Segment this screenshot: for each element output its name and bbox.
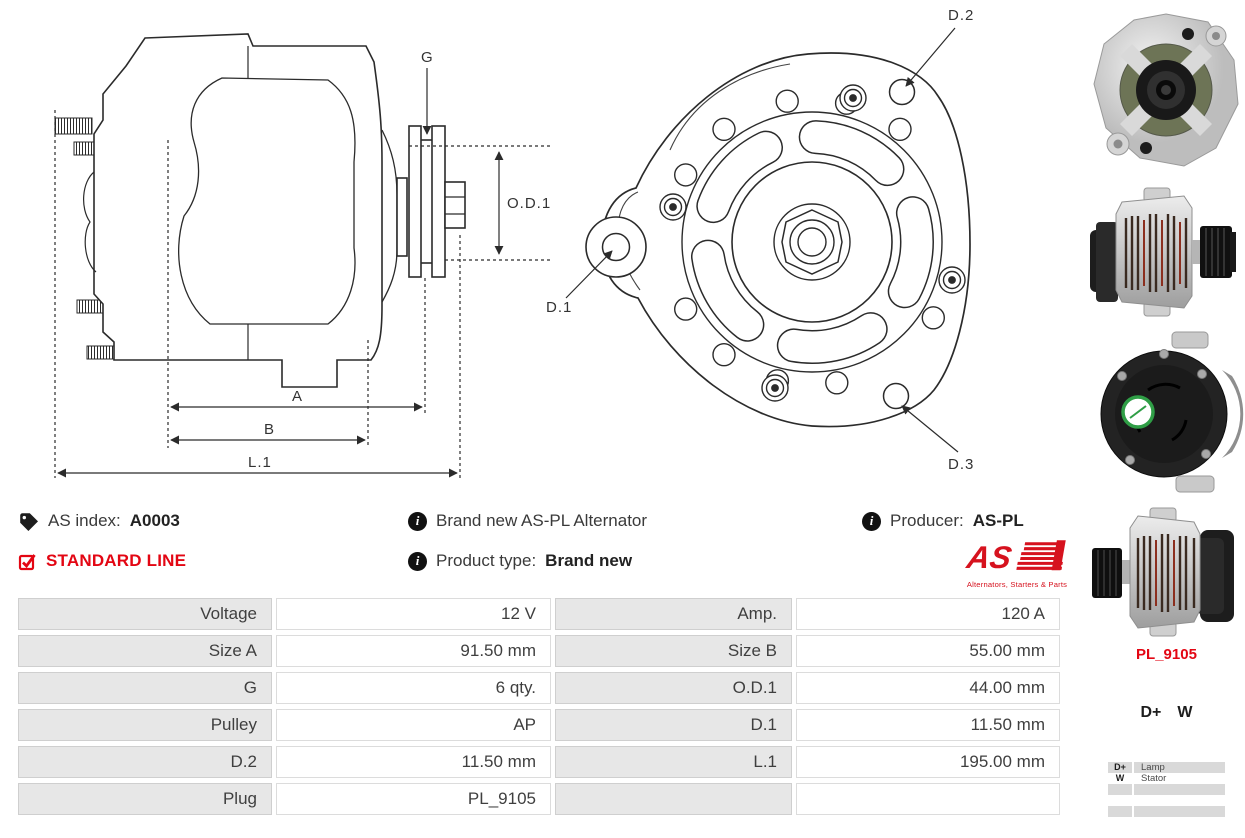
spec-label <box>555 783 792 815</box>
plug-code: PL_9105 <box>1136 646 1197 663</box>
info-icon: i <box>862 512 881 531</box>
spec-label: L.1 <box>555 746 792 778</box>
spec-label: Pulley <box>18 709 272 741</box>
legend-pin: D+ <box>1108 762 1132 773</box>
dim-label-od1: O.D.1 <box>507 195 552 212</box>
table-row <box>18 783 1060 815</box>
tag-icon <box>18 512 39 531</box>
checkbox-icon <box>18 552 37 571</box>
product-type-label: Product type: <box>436 551 537 570</box>
spec-value: 195.00 mm <box>796 746 1060 778</box>
spec-value: PL_9105 <box>276 783 551 815</box>
product-type-line <box>408 551 632 571</box>
legend-desc: Stator <box>1134 773 1225 784</box>
table-row <box>18 598 1060 630</box>
terminal-legend <box>1108 762 1225 817</box>
as-index-value: A0003 <box>129 511 180 530</box>
terminal-w: W <box>1177 704 1193 721</box>
spec-label: D.2 <box>18 746 272 778</box>
legend-desc <box>1134 784 1225 795</box>
legend-row <box>1108 795 1225 806</box>
spec-value: 11.50 mm <box>276 746 551 778</box>
legend-pin <box>1108 806 1132 817</box>
legend-pin <box>1108 784 1132 795</box>
spec-value: 91.50 mm <box>276 635 551 667</box>
dim-label-d3: D.3 <box>948 456 975 473</box>
info-icon: i <box>408 552 427 571</box>
description-text: Brand new AS-PL Alternator <box>436 511 648 530</box>
product-photo-side-left[interactable] <box>1088 500 1245 645</box>
dim-label-l1: L.1 <box>248 454 272 471</box>
legend-row <box>1108 806 1225 817</box>
as-pl-logo-icon <box>963 538 1071 574</box>
producer-line <box>862 511 1024 531</box>
dim-label-a: A <box>292 388 304 405</box>
spec-label: Size B <box>555 635 792 667</box>
table-row <box>18 635 1060 667</box>
producer-value: AS-PL <box>972 511 1024 530</box>
spec-value: AP <box>276 709 551 741</box>
legend-row <box>1108 773 1225 784</box>
legend-pin: W <box>1108 773 1132 784</box>
spec-label: Plug <box>18 783 272 815</box>
product-type-value: Brand new <box>545 551 633 570</box>
spec-value: 12 V <box>276 598 551 630</box>
front-view-drawing <box>540 0 1035 490</box>
description-line <box>408 511 647 531</box>
spec-value <box>796 783 1060 815</box>
spec-label: O.D.1 <box>555 672 792 704</box>
spec-value: 11.50 mm <box>796 709 1060 741</box>
spec-label: D.1 <box>555 709 792 741</box>
info-icon: i <box>408 512 427 531</box>
legend-desc: Lamp <box>1134 762 1225 773</box>
logo-text: AS <box>964 539 1015 574</box>
producer-label: Producer: <box>890 511 964 530</box>
spec-label: Voltage <box>18 598 272 630</box>
side-view-drawing <box>30 10 560 490</box>
table-row <box>18 746 1060 778</box>
terminal-d: D+ <box>1140 704 1162 721</box>
standard-line-badge <box>18 551 186 571</box>
legend-desc <box>1134 795 1225 806</box>
as-index-line <box>18 511 180 531</box>
legend-row <box>1108 762 1225 773</box>
logo-caption: Alternators, Starters & Parts <box>966 580 1068 589</box>
product-photo-front[interactable] <box>1088 8 1245 173</box>
dim-label-d1: D.1 <box>546 299 573 316</box>
legend-desc <box>1134 806 1225 817</box>
product-photo-rear[interactable] <box>1088 328 1245 496</box>
spec-value: 120 A <box>796 598 1060 630</box>
dim-label-g: G <box>421 49 434 66</box>
product-photo-side-right[interactable] <box>1088 180 1245 325</box>
spec-value: 44.00 mm <box>796 672 1060 704</box>
as-index-label: AS index: <box>48 511 121 530</box>
spec-label: Size A <box>18 635 272 667</box>
as-pl-logo <box>963 538 1071 589</box>
spec-table <box>18 598 1060 820</box>
dim-label-d2: D.2 <box>948 7 975 24</box>
legend-pin <box>1108 795 1132 806</box>
spec-label: G <box>18 672 272 704</box>
legend-row <box>1108 784 1225 795</box>
dim-label-b: B <box>264 421 276 438</box>
line-badge-label: STANDARD LINE <box>46 551 187 570</box>
terminal-heading <box>1088 704 1245 722</box>
spec-label: Amp. <box>555 598 792 630</box>
table-row <box>18 709 1060 741</box>
spec-value: 55.00 mm <box>796 635 1060 667</box>
spec-value: 6 qty. <box>276 672 551 704</box>
table-row <box>18 672 1060 704</box>
